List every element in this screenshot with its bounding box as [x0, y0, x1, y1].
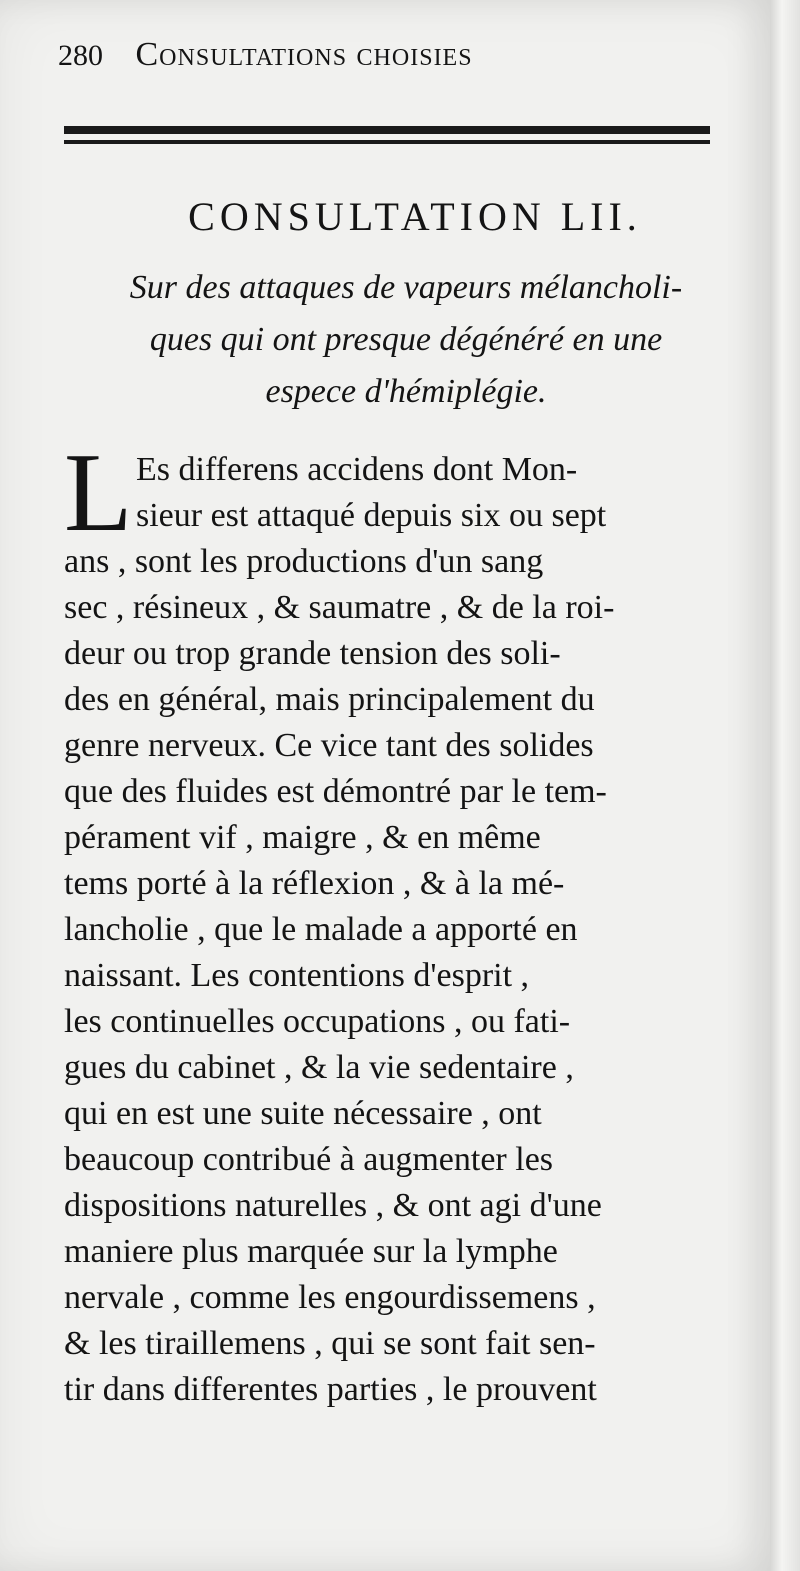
subtitle-line: espece d'hémiplégie.	[265, 373, 547, 410]
subtitle-line: Sur des attaques de vapeurs mélancholi-	[129, 269, 683, 306]
text-line: dispositions naturelles , & ont agi d'une	[64, 1187, 602, 1224]
text-line: tems porté à la réflexion , & à la mé-	[64, 865, 565, 902]
text-line: ans , sont les productions d'un sang	[64, 543, 544, 580]
text-line: deur ou trop grande tension des soli-	[64, 635, 561, 672]
drop-cap: L	[64, 431, 133, 555]
text-line: des en général, mais principalement du	[64, 681, 595, 718]
text-line: tir dans differentes parties , le prouvent	[64, 1371, 597, 1408]
text-line: sieur est attaqué depuis six ou sept	[136, 497, 607, 534]
text-line: nervale , comme les engourdissemens ,	[64, 1279, 596, 1316]
text-line: qui en est une suite nécessaire , ont	[64, 1095, 542, 1132]
text-line: maniere plus marquée sur la lymphe	[64, 1233, 558, 1270]
page-number: 280	[58, 39, 103, 72]
text-line: Es differens accidens dont Mon-	[136, 451, 578, 488]
running-head	[58, 30, 710, 80]
text-line: genre nerveux. Ce vice tant des solides	[64, 727, 594, 764]
text-line: gues du cabinet , & la vie sedentaire ,	[64, 1049, 574, 1086]
running-title: Consultations choisies	[135, 36, 473, 73]
text-line: & les tiraillemens , qui se sont fait sen-	[64, 1325, 596, 1362]
consultation-heading: CONSULTATION LII.	[188, 194, 642, 239]
text-line: naissant. Les contentions d'esprit ,	[64, 957, 530, 994]
opening-paragraph-start	[64, 431, 764, 555]
text-line: sec , résineux , & saumatre , & de la roi-	[64, 589, 615, 626]
text-line: pérament vif , maigre , & en même	[64, 819, 541, 856]
header-rule-thin	[64, 140, 710, 144]
subtitle-line: ques qui ont presque dégénéré en une	[149, 321, 663, 358]
text-line: que des fluides est démontré par le tem-	[64, 773, 607, 810]
header-rule-thick	[64, 126, 710, 134]
consultation-subtitle	[56, 262, 756, 418]
text-line: beaucoup contribué à augmenter les	[64, 1141, 554, 1178]
body-text	[64, 431, 764, 1413]
text-line: lancholie , que le malade a apporté en	[64, 911, 578, 948]
page-edge	[770, 0, 800, 1571]
text-line: les continuelles occupations , ou fati-	[64, 1003, 571, 1040]
